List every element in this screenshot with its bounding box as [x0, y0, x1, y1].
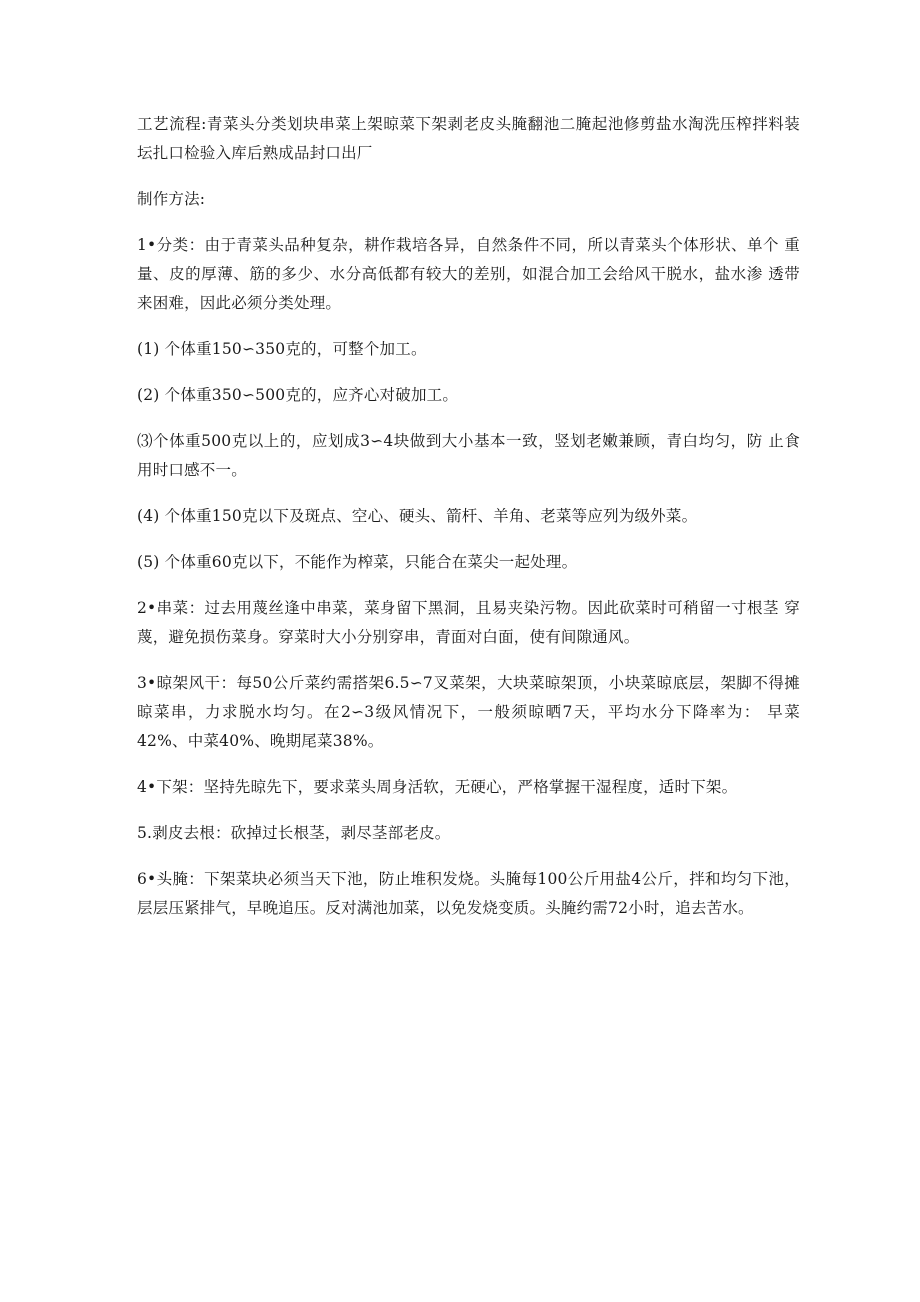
sub-item-3: ⑶个体重500克以上的，应划成3∽4块做到大小基本一致，竖划老嫩兼顾，青白均匀，防 止食用时口感不一。 — [137, 432, 800, 479]
step-1-classification: 1•分类：由于青菜头品种复杂，耕作栽培各异，自然条件不同，所以青菜头个体形状、单个 重量、皮的厚薄、筋的多少、水分高低都有较大的差别，如混合加工会给风干脱水，盐水渗 透带来困难，因此必须分类处理。 — [137, 236, 800, 312]
step-6-first-salting: 6•头腌：下架菜块必须当天下池，防止堆积发烧。头腌每100公斤用盐4公斤，拌和均匀下池，层层压紧排气，早晚追压。反对满池加菜，以免发烧变质。头腌约需72小时，追去苦水。 — [137, 870, 800, 917]
step-5-peeling: 5.剥皮去根：砍掉过长根茎，剥尽茎部老皮。 — [137, 824, 451, 842]
method-heading: 制作方法: — [137, 190, 206, 208]
step-2-stringing: 2•串菜：过去用蔑丝逢中串菜，菜身留下黑洞，且易夹染污物。因此砍菜时可稍留一寸根茎 穿蔑，避免损伤菜身。穿菜时大小分别穿串，青面对白面，使有间隙通风。 — [137, 599, 800, 646]
step-3-air-drying: 3•晾架风干：每50公斤菜约需搭架6.5∽7叉菜架，大块菜晾架顶，小块菜晾底层，架脚不得摊晾菜串，力求脱水均匀。在2∽3级风情况下，一般须晾晒7天，平均水分下降率为： 早菜42%、中菜40%、晚期尾菜38%。 — [137, 674, 800, 750]
process-flow-paragraph: 工艺流程:青菜头分类划块串菜上架晾菜下架剥老皮头腌翻池二腌起池修剪盐水淘洗压榨拌料装坛扎口检验入库后熟成品封口出厂 — [137, 115, 800, 162]
sub-item-1: (1) 个体重150∽350克的，可整个加工。 — [137, 340, 427, 358]
sub-item-2: (2) 个体重350∽500克的，应齐心对破加工。 — [137, 386, 459, 404]
sub-item-5: (5) 个体重60克以下，不能作为榨菜，只能合在菜尖一起处理。 — [137, 553, 578, 571]
sub-item-4: (4) 个体重150克以下及斑点、空心、硬头、箭杆、羊角、老菜等应列为级外菜。 — [137, 507, 698, 525]
step-4-unloading: 4•下架：坚持先晾先下，要求菜头周身活软，无硬心，严格掌握干湿程度，适时下架。 — [137, 778, 738, 796]
document-body — [137, 110, 800, 940]
